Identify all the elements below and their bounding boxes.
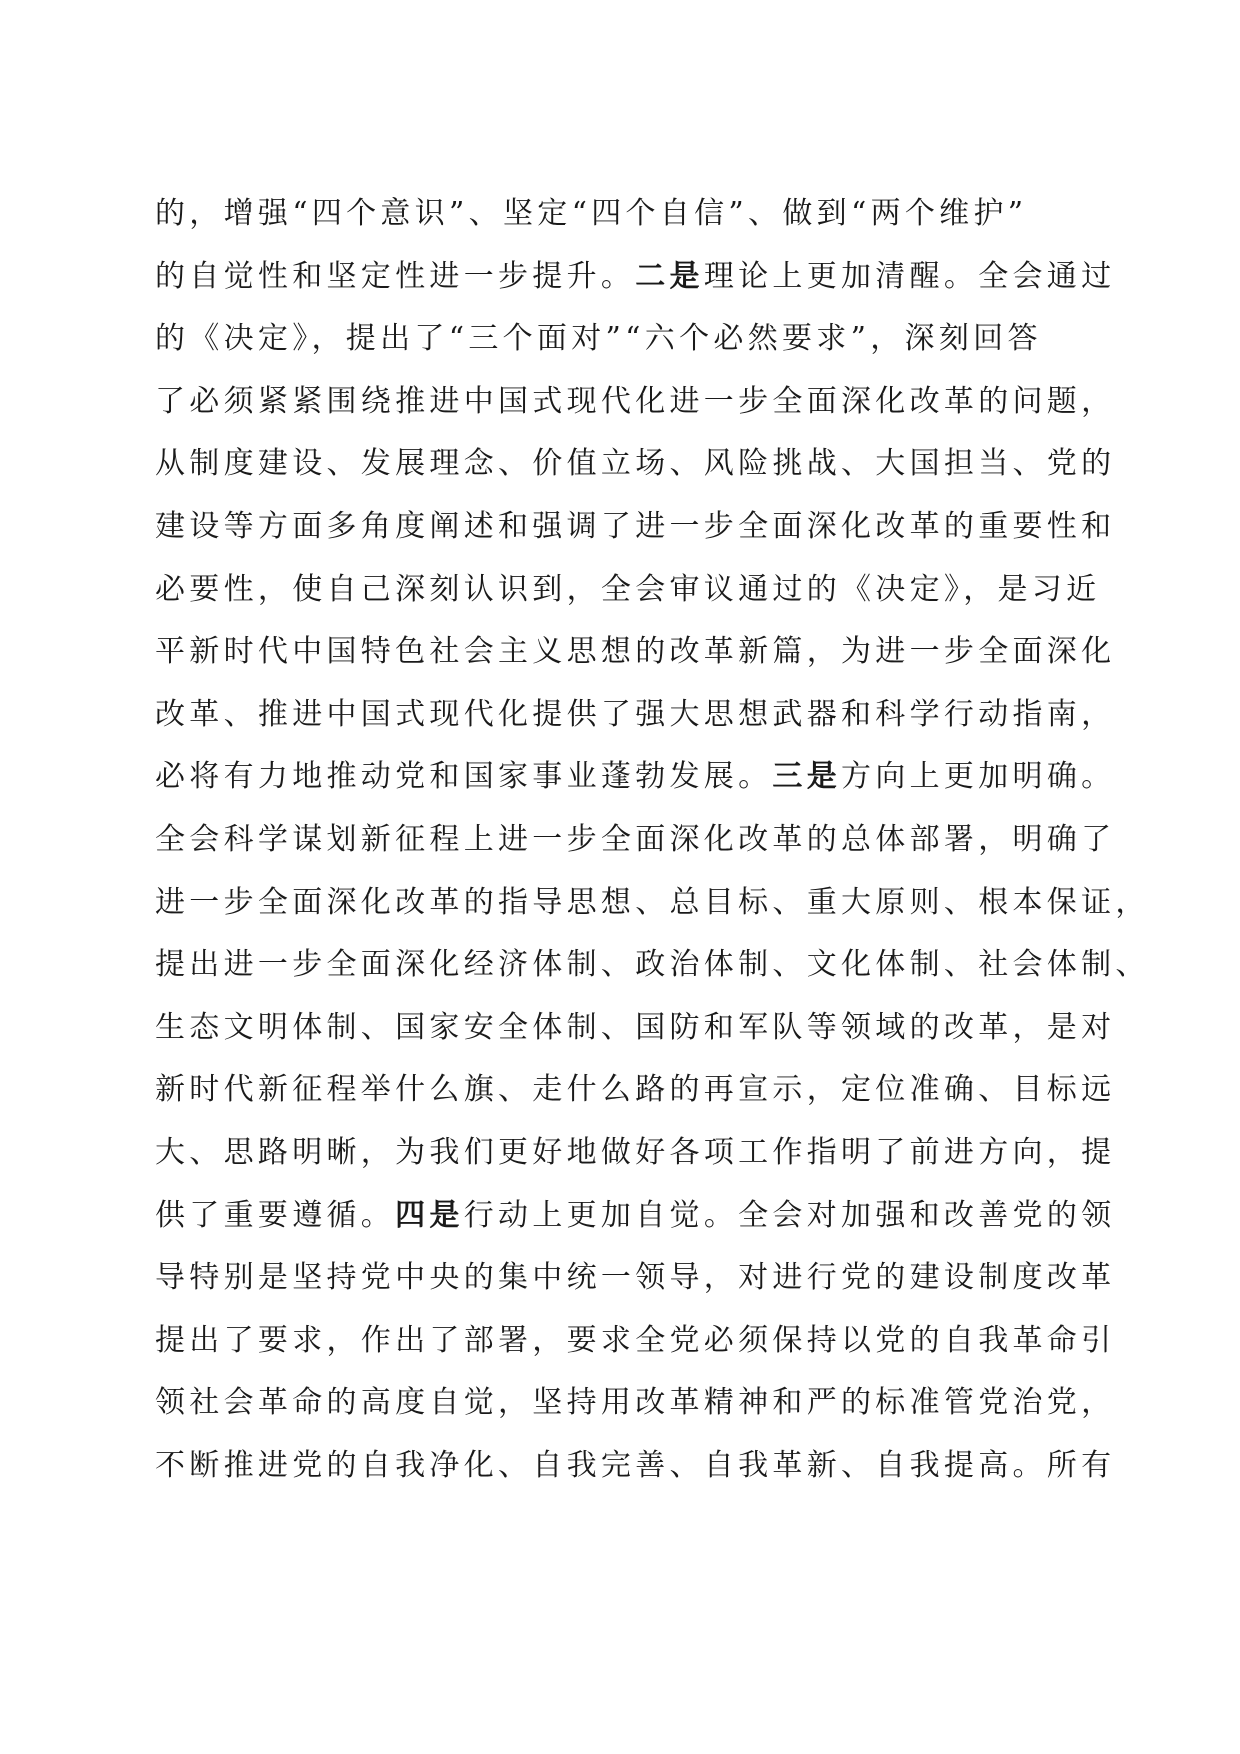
text-line: 领社会革命的高度自觉，坚持用改革精神和严的标准管党治党， [155, 1385, 1116, 1421]
text-line: 新时代新征程举什么旗、走什么路的再宣示，定位准确、目标远 [155, 1072, 1116, 1108]
point-marker-2: 二是 [635, 258, 704, 294]
text-line: 不断推进党的自我净化、自我完善、自我革新、自我提高。所有 [155, 1447, 1116, 1483]
text-line: 大、思路明晰，为我们更好地做好各项工作指明了前进方向，提 [155, 1134, 1116, 1170]
text-line: 的，增强“四个意识”、坚定“四个自信”、做到“两个维护” [155, 196, 1028, 231]
text-line: 建设等方面多角度阐述和强调了进一步全面深化改革的重要性和 [155, 508, 1116, 544]
text-line: 进一步全面深化改革的指导思想、总目标、重大原则、根本保证， [155, 884, 1150, 920]
point-marker-4: 四是 [395, 1197, 464, 1233]
text-line: 平新时代中国特色社会主义思想的改革新篇，为进一步全面深化 [155, 634, 1116, 670]
body-paragraph [155, 183, 1150, 1497]
text-line: 了必须紧紧围绕推进中国式现代化进一步全面深化改革的问题， [155, 383, 1116, 419]
text-line: 导特别是坚持党中央的集中统一领导，对进行党的建设制度改革 [155, 1260, 1116, 1296]
text-line: 必要性，使自己深刻认识到，全会审议通过的《决定》，是习近 [155, 571, 1101, 607]
text-line: 提出了要求，作出了部署，要求全党必须保持以党的自我革命引 [155, 1322, 1116, 1358]
text-line: 的《决定》，提出了“三个面对”“六个必然要求”，深刻回答 [155, 321, 1042, 357]
text-line: 改革、推进中国式现代化提供了强大思想武器和科学行动指南， [155, 696, 1116, 732]
text-line: 从制度建设、发展理念、价值立场、风险挑战、大国担当、党的 [155, 446, 1116, 482]
text-line: 提出进一步全面深化经济体制、政治体制、文化体制、社会体制、 [155, 947, 1150, 983]
text-line: 全会科学谋划新征程上进一步全面深化改革的总体部署，明确了 [155, 821, 1116, 857]
text-line: 供了重要遵循。四是行动上更加自觉。全会对加强和改善党的领 [155, 1197, 1116, 1233]
text-line: 的自觉性和坚定性进一步提升。二是理论上更加清醒。全会通过 [155, 258, 1116, 294]
text-line: 生态文明体制、国家安全体制、国防和军队等领域的改革，是对 [155, 1009, 1116, 1045]
text-line: 必将有力地推动党和国家事业蓬勃发展。三是方向上更加明确。 [155, 759, 1116, 795]
point-marker-3: 三是 [772, 759, 842, 795]
